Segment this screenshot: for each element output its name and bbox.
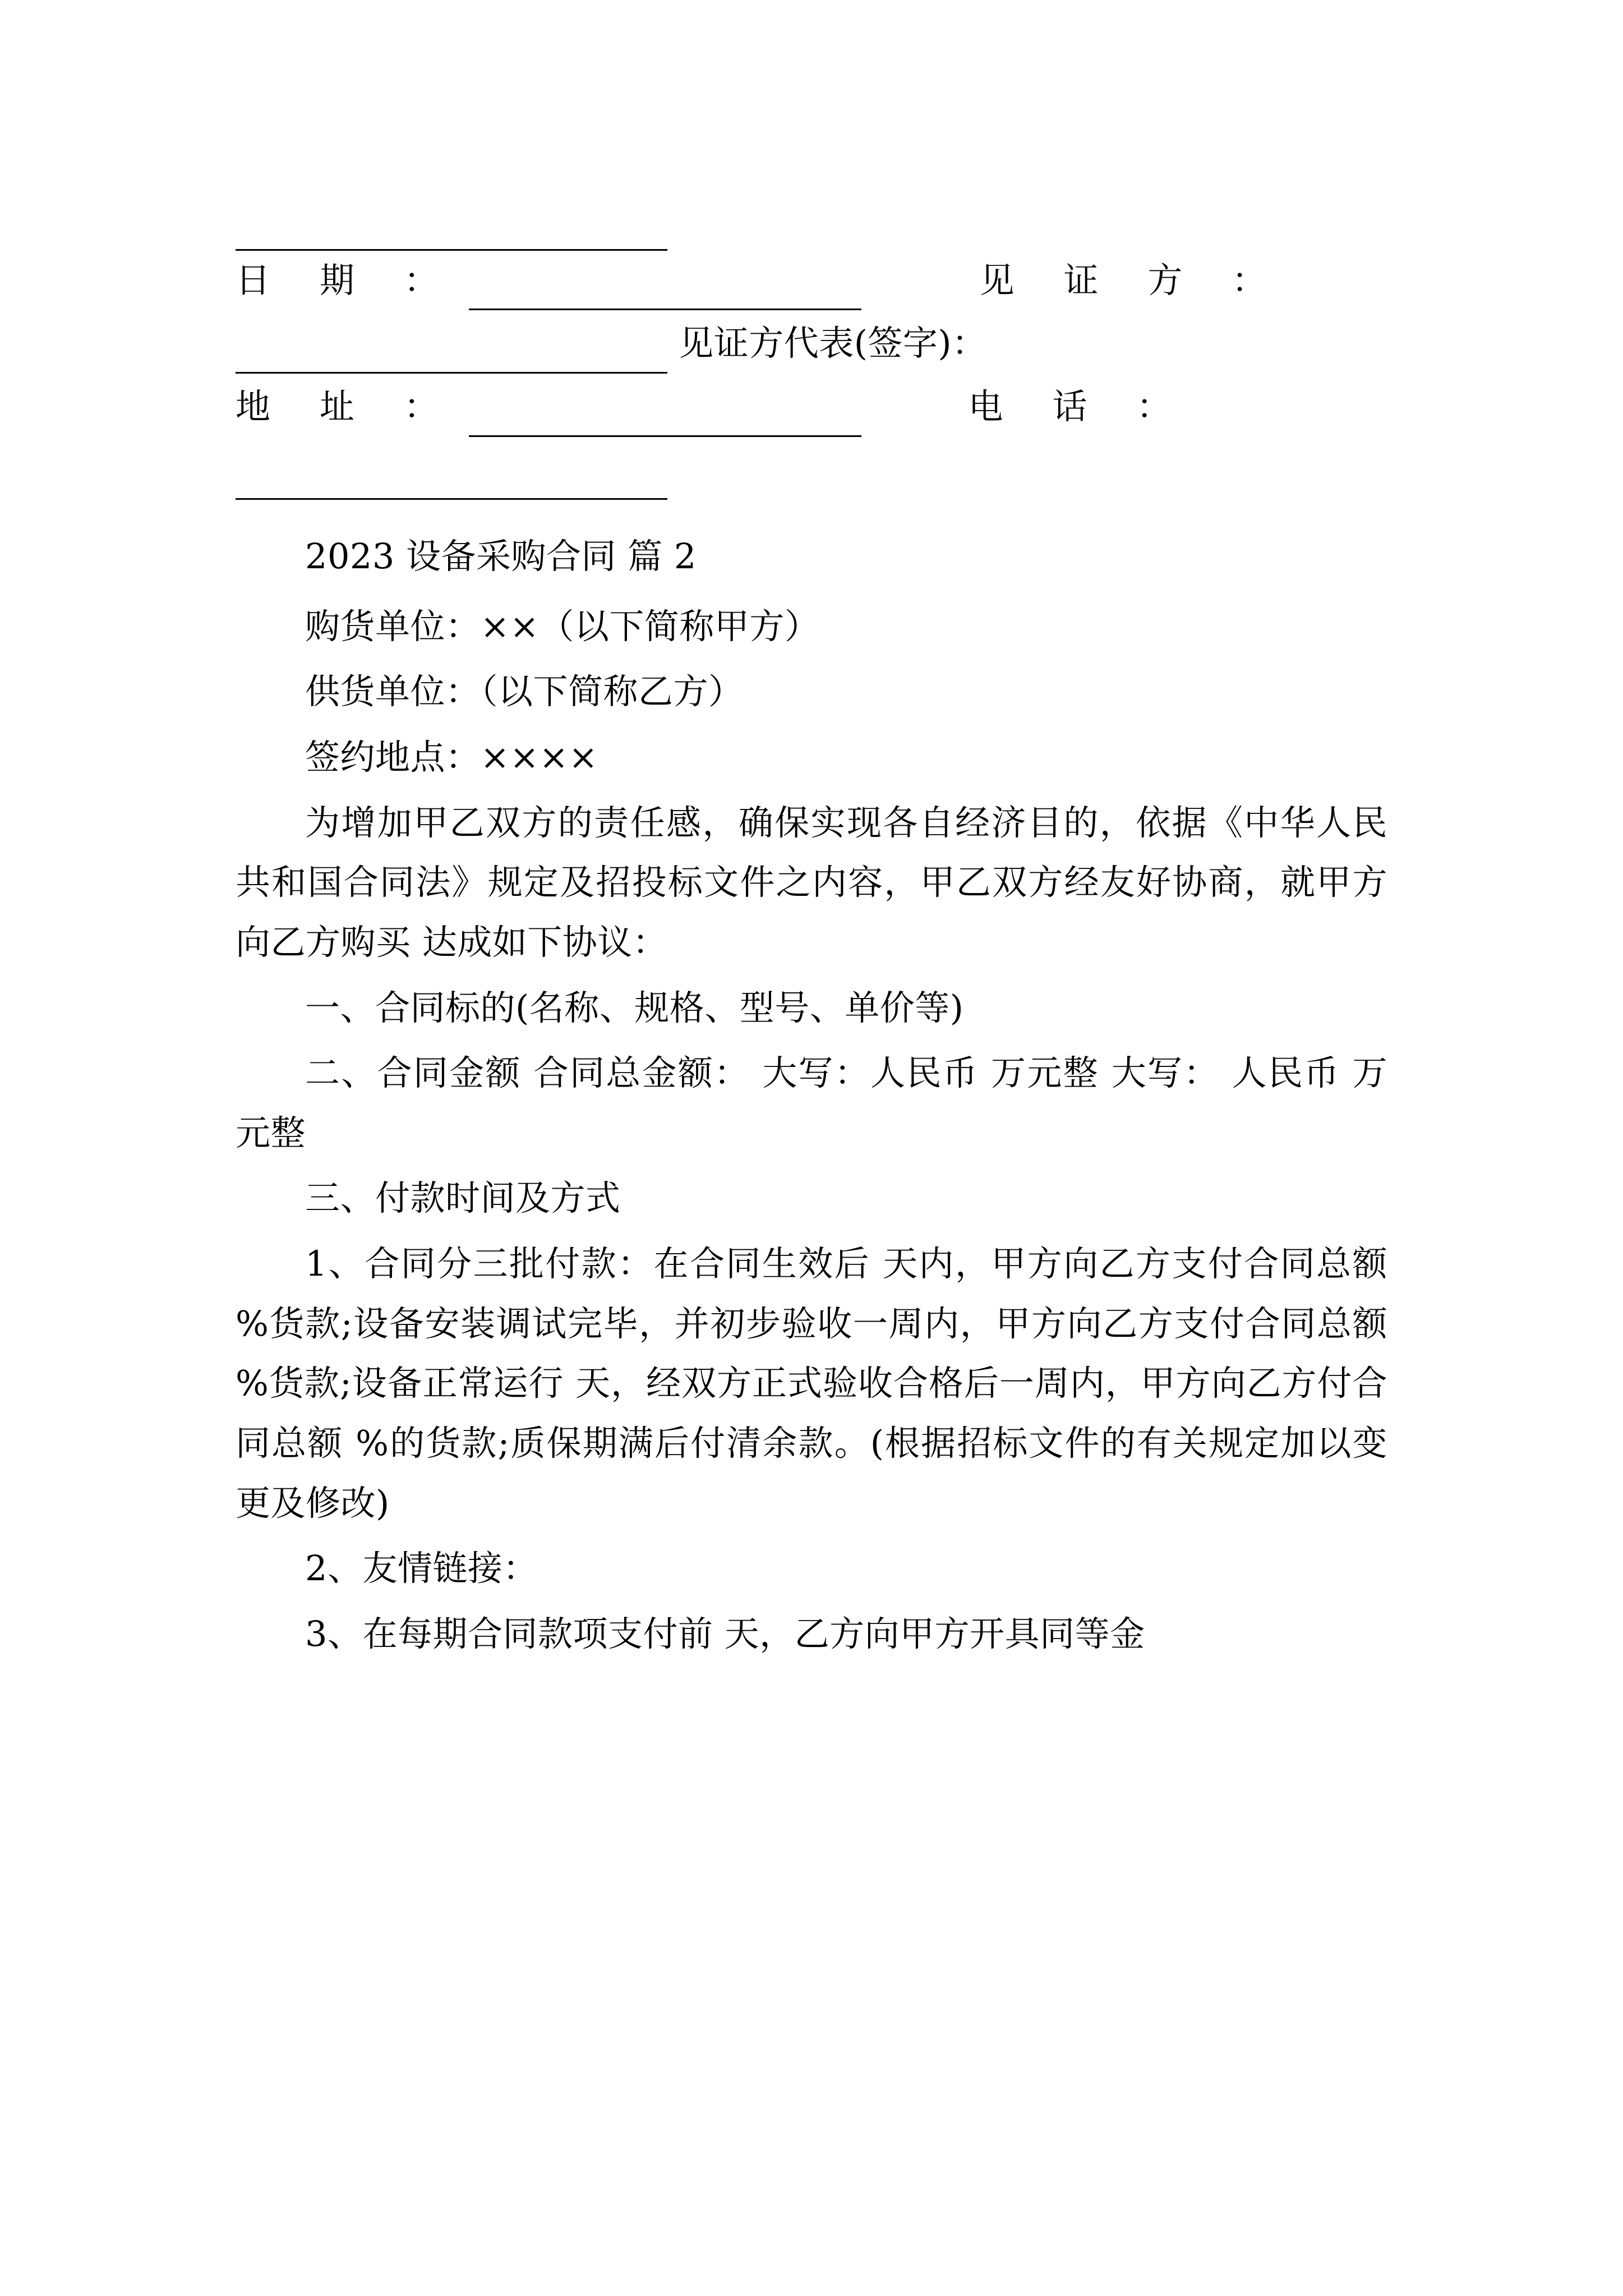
phone-rule-row — [236, 440, 1387, 500]
paragraph-payment-terms: 1、合同分三批付款：在合同生效后 天内，甲方向乙方支付合同总额 %货款;设备安装调试完毕，并初步验收一周内，甲方向乙方支付合同总额 %货款;设备正常运行 天，经双方正式验收合格后一周内，甲方向乙方付合同总额 %的货款;质保期满后付清余款。(根据招标文件的有关规定加以变更及修改) — [236, 1243, 1387, 1524]
top-blank-rule — [236, 217, 667, 251]
signature-block — [236, 191, 1387, 500]
witness-rep-row — [236, 314, 1387, 374]
paragraph-supplier: 供货单位：（以下简称乙方） — [305, 671, 744, 712]
paragraph-clause-3: 三、付款时间及方式 — [305, 1177, 621, 1219]
paragraph-friendly-link: 2、友情链接： — [305, 1548, 538, 1589]
witness-rep-label: 见证方代表(签字)： — [679, 323, 987, 364]
top-rule-row — [236, 191, 1387, 251]
address-blank-rule — [469, 403, 861, 436]
date-blank-rule — [469, 277, 861, 310]
address-label: 地 址 ： — [236, 385, 458, 427]
paragraph-clause-2: 二、合同金额 合同总金额： 大写：人民币 万元整 大写： 人民币 万元整 — [236, 1052, 1387, 1153]
paragraph-buyer: 购货单位：××（以下简称甲方） — [305, 605, 820, 647]
witness-blank-rule — [236, 340, 667, 374]
date-witness-row — [236, 251, 1387, 311]
paragraph-preamble: 为增加甲乙双方的责任感，确保实现各自经济目的，依据《中华人民共和国合同法》规定及招投标文件之内容，甲乙双方经友好协商，就甲方向乙方购买 达成如下协议： — [236, 802, 1387, 963]
paragraph-signing-place: 签约地点：×××× — [305, 737, 598, 777]
date-label: 日 期 ： — [236, 259, 458, 301]
address-phone-row — [236, 377, 1387, 437]
paragraph-clause-1: 一、合同标的(名称、规格、型号、单价等) — [305, 987, 964, 1028]
phone-label: 电 话 ： — [968, 385, 1191, 427]
document-body — [236, 191, 1387, 1664]
section-heading: 2023 设备采购合同 篇 2 — [305, 536, 697, 577]
paragraph-invoice: 3、在每期合同款项支付前 天，乙方向甲方开具同等金 — [305, 1613, 1145, 1654]
witness-label: 见 证 方 ： — [979, 259, 1286, 301]
phone-blank-rule — [236, 466, 667, 500]
